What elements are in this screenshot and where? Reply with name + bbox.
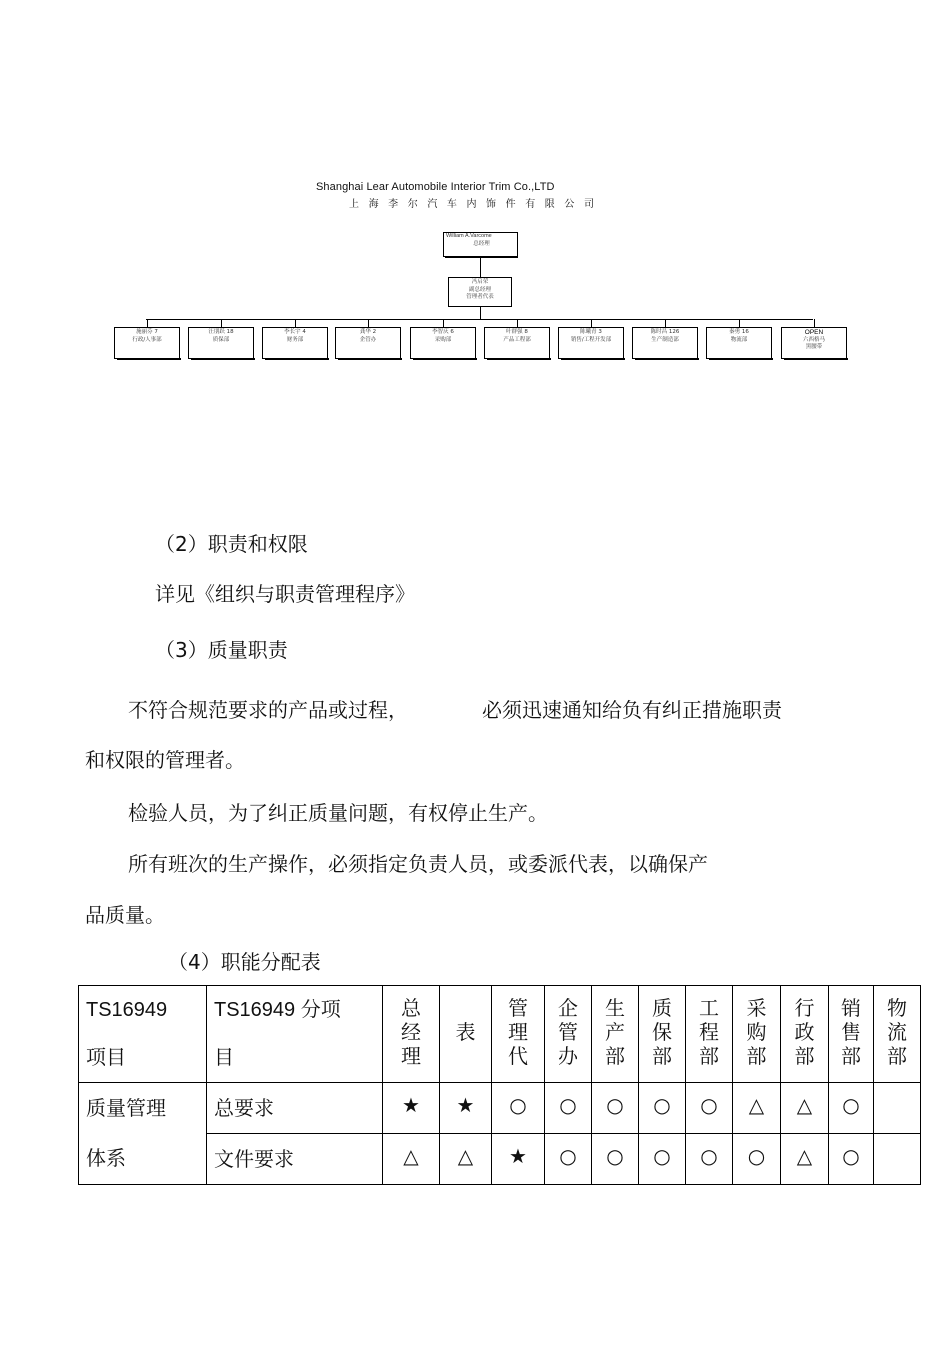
department-box [410,327,476,359]
mark-cell-empty [874,1083,921,1134]
mark-cell: ○ [639,1134,686,1185]
org-connector-line [665,319,666,327]
section-4-heading: （4）职能分配表 [168,950,321,974]
department-head: OPEN [804,329,824,336]
mark-cell: ○ [733,1134,781,1185]
gm-title: 总经理 [473,240,490,247]
mark-cell: ○ [829,1083,874,1134]
section-3-para1-b: 必须迅速通知给负有纠正措施职责 [482,698,782,722]
table-header-row [79,986,921,1083]
department-box [188,327,254,359]
mark-cell: △ [440,1134,492,1185]
deputy-title: 副总经理 [468,286,491,293]
mark-cell: △ [781,1083,829,1134]
department-head: 汪朋跃 18 [208,329,234,335]
mark-cell: △ [733,1083,781,1134]
row-item: 总要求 [207,1083,383,1134]
department-head: 施丽芬 7 [136,329,158,335]
company-name-en: Shanghai Lear Automobile Interior Trim Co.,LTD [316,181,555,193]
group-label-a: 质量管理 [86,1096,166,1120]
department-name: 产品工程部 [503,336,531,343]
mark-cell: ○ [686,1134,733,1185]
department-box [262,327,328,359]
gm-name: William A.Varcome [446,233,492,239]
mark-cell: ○ [686,1083,733,1134]
mark-cell: ○ [492,1083,545,1134]
group-cell-qms [79,1083,207,1185]
department-extra: 黑腰带 [805,344,823,350]
org-connector-line [591,319,592,327]
department-name: 六西格马 [802,336,825,343]
mark-cell: ○ [639,1083,686,1134]
dept-header: 企 管 办 [545,986,592,1083]
org-connector-line [814,319,815,327]
deputy-name: 冯启荣 [471,279,489,285]
company-name-cn: 上 海 李 尔 汽 车 内 饰 件 有 限 公 司 [349,199,598,210]
deputy-role: 管理者代表 [466,294,494,300]
col-header-ts-item-b: 项目 [86,1047,126,1069]
department-box [335,327,401,359]
dept-header: 表 [440,986,492,1083]
org-connector-line [443,319,444,327]
dept-header: 总 经 理 [383,986,440,1083]
mark-cell: ○ [829,1134,874,1185]
department-name: 生产制造部 [651,336,679,343]
mark-cell: △ [383,1134,440,1185]
department-box [484,327,550,359]
section-3-heading: （3）质量职责 [155,638,288,662]
org-connector-line [739,319,740,327]
group-label-b: 体系 [86,1146,126,1170]
mark-cell: △ [781,1134,829,1185]
section-3-para1-a: 不符合规范要求的产品或过程， [128,698,408,722]
section-3-para3-a: 所有班次的生产操作，必须指定负责人员，或委派代表，以确保产 [128,852,708,876]
department-box [632,327,698,359]
function-allocation-table [78,985,921,1185]
deputy-box [448,277,512,307]
col-header-ts-item [79,986,207,1083]
col-header-ts-item-a: TS16949 [86,999,168,1021]
department-head: 秦勇 16 [729,329,749,335]
department-name: 销售/工程开发部 [570,336,612,343]
dept-header: 物 流 部 [874,986,921,1083]
org-connector-line [295,319,296,327]
department-head: 李长宇 4 [284,329,306,335]
col-header-ts-subitem-a: TS16949 分项 [214,999,341,1021]
department-head: 陈时昌 126 [650,329,680,335]
org-bus-line [146,319,813,320]
mark-cell: ○ [592,1134,639,1185]
mark-cell: ★ [440,1083,492,1134]
department-name: 采购部 [434,336,452,343]
department-name: 行政/人事部 [132,336,162,343]
mark-cell: ○ [545,1134,592,1185]
dept-header: 销 售 部 [829,986,874,1083]
gm-box [443,232,518,257]
department-box [114,327,180,359]
department-head: 叶群强 8 [506,329,528,335]
department-head: 李智庆 6 [432,329,454,335]
dept-header: 工 程 部 [686,986,733,1083]
dept-header: 采 购 部 [733,986,781,1083]
department-head: 陈曦青 3 [580,329,602,335]
table-row [79,1083,921,1134]
org-connector-line [147,319,148,327]
mark-cell: ★ [492,1134,545,1185]
mark-cell: ★ [383,1083,440,1134]
mark-cell-empty [874,1134,921,1185]
mark-cell: ○ [592,1083,639,1134]
department-head: 龚华 2 [359,329,377,335]
department-name: 财务部 [286,336,304,343]
dept-header: 管 理 代 [492,986,545,1083]
section-3-para3-b: 品质量。 [85,903,165,927]
department-name: 质保部 [212,336,230,343]
section-3-para1-c: 和权限的管理者。 [85,748,245,772]
department-name: 物流部 [730,336,748,343]
dept-header: 生 产 部 [592,986,639,1083]
col-header-ts-subitem [207,986,383,1083]
col-header-ts-subitem-b: 目 [214,1047,234,1069]
section-2-heading: （2）职责和权限 [155,532,308,556]
dept-header: 质 保 部 [639,986,686,1083]
section-3-para2: 检验人员，为了纠正质量问题，有权停止生产。 [128,801,548,825]
department-box [706,327,772,359]
dept-header: 行 政 部 [781,986,829,1083]
mark-cell: ○ [545,1083,592,1134]
section-2-body: 详见《组织与职责管理程序》 [155,582,415,606]
department-name: 企管办 [359,336,377,343]
department-box [781,327,847,359]
org-connector-line [368,319,369,327]
org-connector-line [221,319,222,327]
row-item: 文件要求 [207,1134,383,1185]
org-connector-line [517,319,518,327]
department-box [558,327,624,359]
